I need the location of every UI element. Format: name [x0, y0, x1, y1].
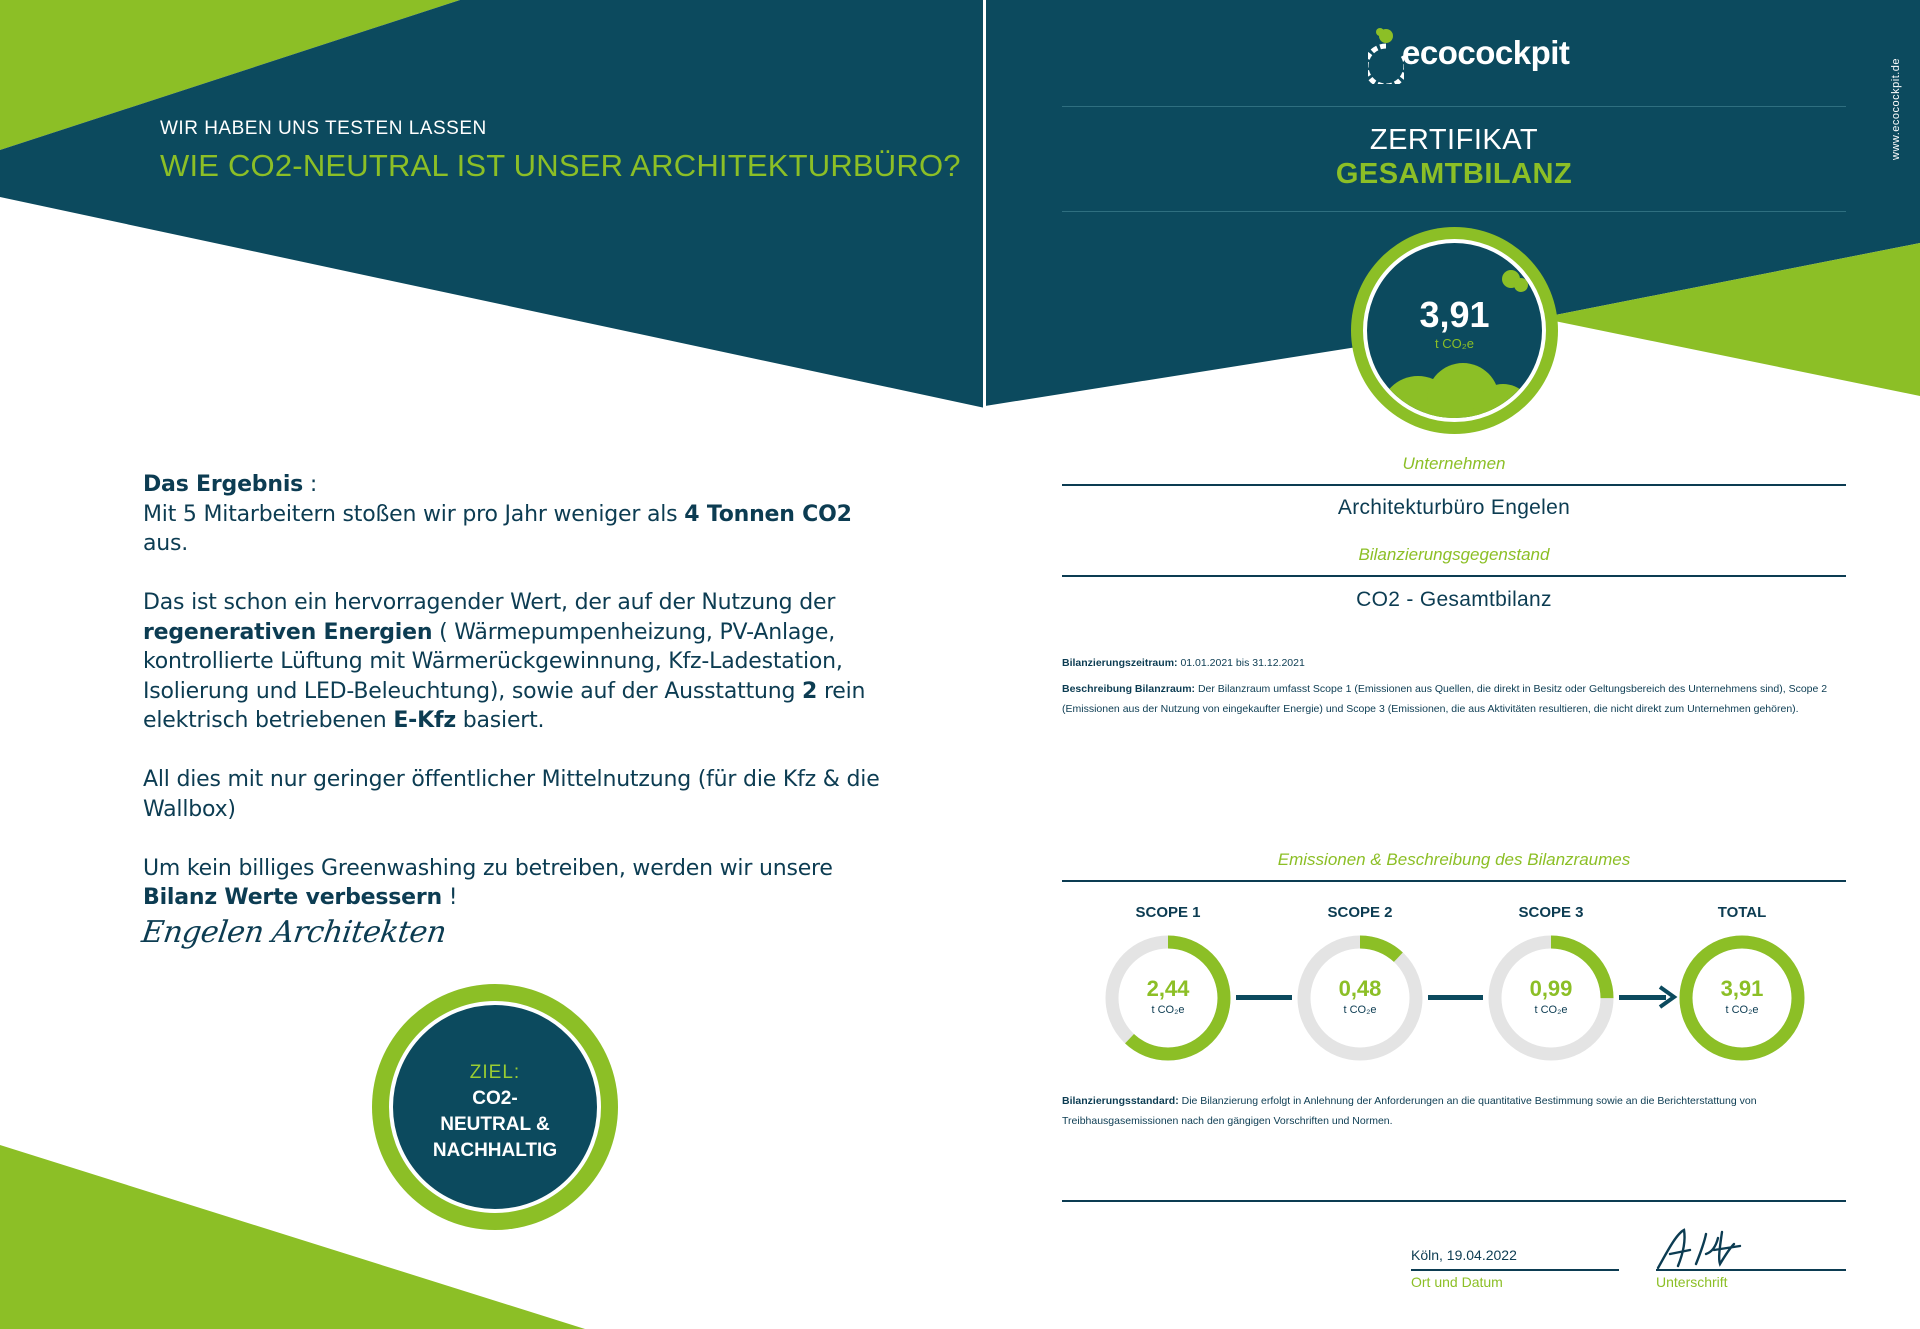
- place-date-value: Köln, 19.04.2022: [1411, 1247, 1517, 1263]
- greenwashing-paragraph: [143, 854, 883, 913]
- result-heading: Das Ergebnis: [143, 472, 304, 497]
- certificate-title: ZERTIFIKAT: [1369, 124, 1539, 156]
- goal-line-3: NEUTRAL &: [440, 1114, 550, 1135]
- company-rule: [1062, 484, 1846, 486]
- emissions-label: Emissionen & Beschreibung des Bilanzraumes: [1277, 850, 1631, 869]
- result-heading-suffix: :: [303, 472, 318, 497]
- scope-unit-4: t CO₂e: [1725, 1004, 1759, 1016]
- page-divider: [983, 0, 986, 408]
- subject-value: CO2 - Gesamtbilanz: [1356, 588, 1552, 611]
- scope-unit-1: t CO₂e: [1151, 1004, 1185, 1016]
- scope-connector-2: [1428, 995, 1483, 1000]
- energy-text-a: Das ist schon ein hervorragender Wert, der auf der Nutzung der: [143, 590, 836, 615]
- period-text: [1062, 654, 1852, 674]
- place-date-line: [1411, 1269, 1619, 1271]
- ecocockpit-logo: ecocockpit: [1402, 34, 1570, 71]
- signature-line: [1656, 1269, 1846, 1271]
- certificate-subtitle: GESAMTBILANZ: [1335, 158, 1573, 190]
- scope-unit-3: t CO₂e: [1534, 1004, 1568, 1016]
- scope-connector-1: [1236, 995, 1292, 1000]
- greenwashing-text-b: !: [441, 885, 458, 910]
- company-name: Architekturbüro Engelen: [1337, 496, 1571, 519]
- ecocockpit-logo-icon: [1368, 22, 1404, 84]
- title-top-rule: [1062, 106, 1846, 107]
- period-label: Bilanzierungszeitraum:: [1062, 657, 1178, 669]
- energy-bold-1: regenerativen Energien: [143, 619, 433, 645]
- energy-text-d: basiert.: [455, 708, 545, 733]
- goal-text: [389, 1060, 601, 1164]
- description-text: [1062, 680, 1852, 719]
- period-value: 01.01.2021 bis 31.12.2021: [1177, 657, 1305, 669]
- vertical-url: www.ecocockpit.de: [1890, 57, 1902, 160]
- handwritten-signature: [1656, 1224, 1756, 1274]
- greenwashing-bold: Bilanz Werte verbessern: [143, 885, 442, 910]
- scope-title-3: SCOPE 3: [1518, 904, 1584, 921]
- scope-value-4: 3,91: [1720, 976, 1764, 1001]
- scope-title-2: SCOPE 2: [1327, 904, 1393, 921]
- result-text-block: [143, 470, 883, 942]
- scope-value-3: 0,99: [1529, 976, 1573, 1001]
- standard-text: [1062, 1092, 1852, 1131]
- energy-bold-2: 2: [802, 678, 818, 704]
- title-bottom-rule: [1062, 211, 1846, 212]
- result-line-bold: 4 Tonnen CO2: [684, 501, 852, 527]
- energy-text-c: rein elektrisch betriebenen: [143, 678, 866, 733]
- scope-value-1: 2,44: [1146, 976, 1190, 1001]
- description-value: Der Bilanzraum umfasst Scope 1 (Emissionen aus Quellen, die direkt in Besitz oder Geltungsbereich des Unternehmens sind), Scope 2 (Emissionen aus der Nutzung von eingekaufter Energie) und Scope 3 (Emissionen, die aus Aktivitäten resultieren, die nicht direkt zum Unternehmen gehören).: [1062, 683, 1828, 715]
- arrow-right-icon: [1658, 985, 1678, 1009]
- signature-engelen: Engelen Architekten: [139, 915, 449, 950]
- energy-paragraph: [143, 588, 883, 736]
- greenwashing-text-a: Um kein billiges Greenwashing zu betreiben, werden wir unsere: [143, 855, 833, 881]
- total-value: 3,91: [1419, 294, 1490, 335]
- header-subtitle: WIR HABEN UNS TESTEN LASSEN: [160, 118, 487, 139]
- scope-unit-2: t CO₂e: [1343, 1004, 1377, 1016]
- standard-value: Die Bilanzierung erfolgt in Anlehnung der Anforderungen an die quantitative Bestimmung sowie an die Berichterstattung von Treibhausgasemissionen nach den gängigen Vorschriften und Normen.: [1062, 1095, 1757, 1127]
- bottom-rule: [1062, 1200, 1846, 1202]
- signature-label: Unterschrift: [1656, 1274, 1728, 1290]
- scope-title-4: TOTAL: [1717, 904, 1767, 921]
- header-title: WIE CO2-NEUTRAL IST UNSER ARCHITEKTURBÜRO?: [160, 148, 961, 183]
- result-line-b: aus.: [143, 531, 189, 556]
- goal-label: ZIEL:: [469, 1062, 521, 1083]
- result-line-a: Mit 5 Mitarbeitern stoßen wir pro Jahr weniger als: [143, 501, 685, 527]
- company-label: Unternehmen: [1402, 454, 1506, 473]
- energy-bold-3: E-Kfz: [393, 708, 456, 733]
- subject-label: Bilanzierungsgegenstand: [1358, 545, 1550, 564]
- goal-line-2: CO2-: [472, 1088, 518, 1109]
- emissions-rule: [1062, 880, 1846, 882]
- funding-paragraph: All dies mit nur geringer öffentlicher Mittelnutzung (für die Kfz & die Wallbox): [143, 767, 880, 822]
- place-date-label: Ort und Datum: [1411, 1274, 1503, 1290]
- description-label: Beschreibung Bilanzraum:: [1062, 683, 1196, 695]
- scope-title-1: SCOPE 1: [1135, 904, 1201, 921]
- scope-value-2: 0,48: [1338, 976, 1382, 1001]
- result-paragraph: [143, 470, 883, 559]
- goal-line-4: NACHHALTIG: [432, 1140, 558, 1161]
- standard-label: Bilanzierungsstandard:: [1062, 1095, 1179, 1107]
- energy-text-b: ( Wärmepumpenheizung, PV-Anlage, kontrollierte Lüftung mit Wärmerückgewinnung, Kfz-Ladestation, Isolierung und LED-Beleuchtung), sowie auf der Ausstattung: [143, 619, 843, 704]
- total-unit: t CO₂e: [1435, 336, 1474, 351]
- subject-rule: [1062, 575, 1846, 577]
